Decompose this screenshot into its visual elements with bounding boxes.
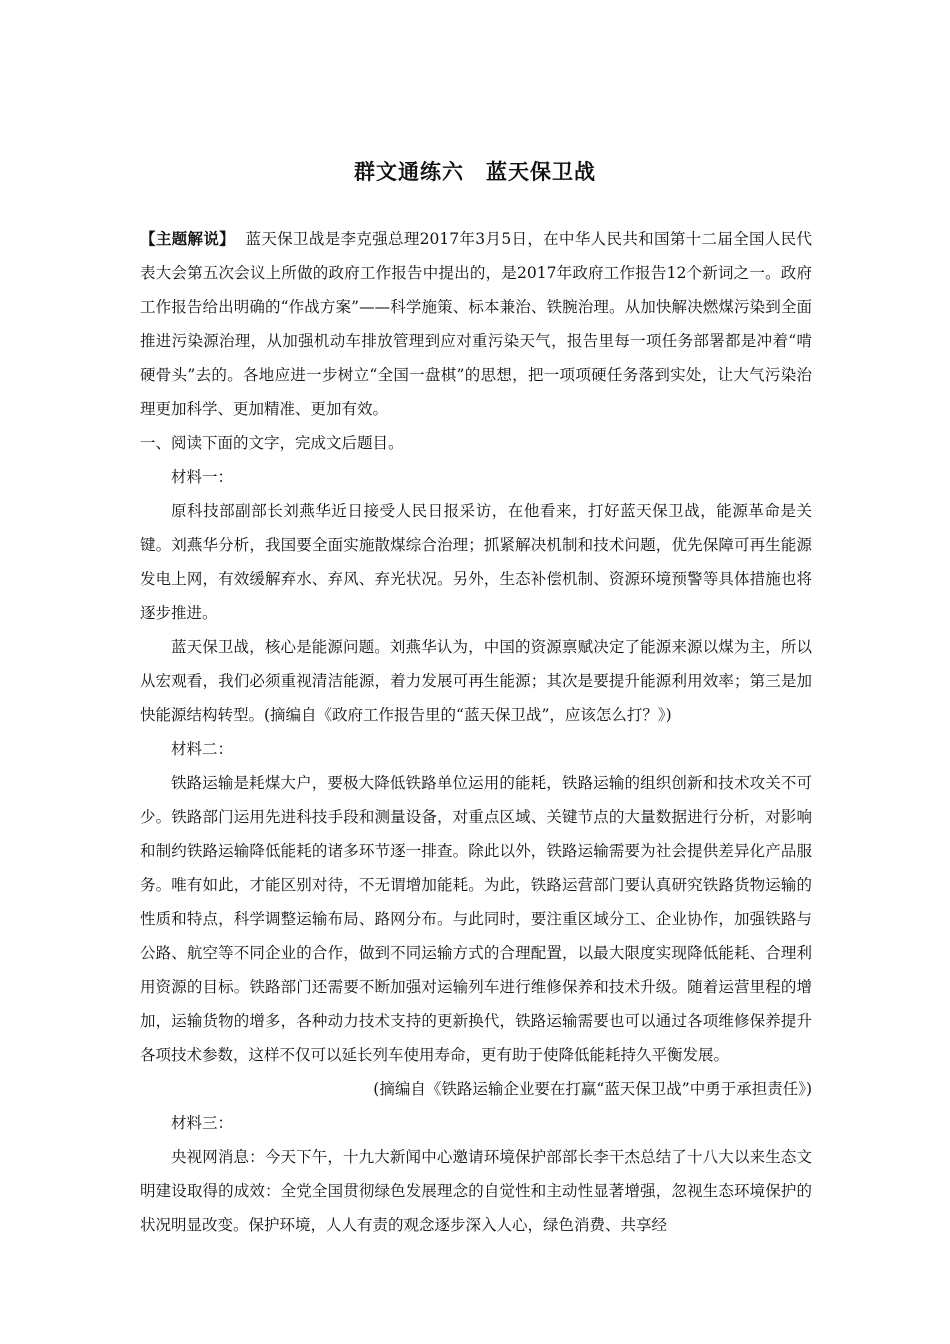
material-3-label: 材料三： xyxy=(171,1114,234,1132)
material-1-label: 材料一： xyxy=(171,468,234,486)
theme-text: 蓝天保卫战是李克强总理2017年3月5日，在中华人民共和国第十二届全国人民代表大会第五次会议上所做的政府工作报告中提出的，是2017年政府工作报告12个新词之一。政府工作报告给出明确的“作战方案”——科学施策、标本兼治、铁腕治理。从加快解决燃煤污染到全面推进污染源治理，从加强机动车排放管理到应对重污染天气，报告里每一项任务部署都是冲着“啃硬骨头”去的。各地应进一步树立“全国一盘棋”的思想，把一项项硬任务落到实处，让大气污染治理更加科学、更加精准、更加有效。 xyxy=(140,230,812,418)
document-body xyxy=(140,222,812,1242)
material-3-paragraph-1: 央视网消息：今天下午，十九大新闻中心邀请环境保护部部长李干杰总结了十八大以来生态文明建设取得的成效：全党全国贯彻绿色发展理念的自觉性和主动性显著增强，忽视生态环境保护的状况明显改变。保护环境，人人有责的观念逐步深入人心，绿色消费、共享经 xyxy=(140,1148,812,1234)
page-title: 群文通练六 蓝天保卫战 xyxy=(354,159,596,184)
theme-paragraph xyxy=(140,222,812,426)
material-2-paragraph-1: 铁路运输是耗煤大户，要极大降低铁路单位运用的能耗，铁路运输的组织创新和技术攻关不可少。铁路部门运用先进科技手段和测量设备，对重点区域、关键节点的大量数据进行分析，对影响和制约铁路运输降低能耗的诸多环节逐一排查。除此以外，铁路运输需要为社会提供差异化产品服务。唯有如此，才能区别对待，不无谓增加能耗。为此，铁路运营部门要认真研究铁路货物运输的性质和特点，科学调整运输布局、路网分布。与此同时，要注重区域分工、企业协作，加强铁路与公路、航空等不同企业的合作，做到不同运输方式的合理配置，以最大限度实现降低能耗、合理利用资源的目标。铁路部门还需要不断加强对运输列车进行维修保养和技术升级。随着运营里程的增加，运输货物的增多，各种动力技术支持的更新换代，铁路运输需要也可以通过各项维修保养提升各项技术参数，这样不仅可以延长列车使用寿命，更有助于使降低能耗持久平衡发展。 xyxy=(140,774,812,1064)
material-1-paragraph-2: 蓝天保卫战，核心是能源问题。刘燕华认为，中国的资源禀赋决定了能源来源以煤为主，所以从宏观看，我们必须重视清洁能源，着力发展可再生能源；其次是要提升能源利用效率；第三是加快能源结构转型。(摘编自《政府工作报告里的“蓝天保卫战”，应该怎么打？》) xyxy=(140,638,812,724)
theme-label: 【主题解说】 xyxy=(140,229,235,248)
material-1-paragraph-1: 原科技部副部长刘燕华近日接受人民日报采访，在他看来，打好蓝天保卫战，能源革命是关键。刘燕华分析，我国要全面实施散煤综合治理；抓紧解决机制和技术问题，优先保障可再生能源发电上网，有效缓解弃水、弃风、弃光状况。另外，生态补偿机制、资源环境预警等具体措施也将逐步推进。 xyxy=(140,502,812,622)
material-2-label: 材料二： xyxy=(171,740,234,758)
material-2-source: (摘编自《铁路运输企业要在打赢“蓝天保卫战”中勇于承担责任》) xyxy=(373,1080,812,1098)
section-heading: 一、阅读下面的文字，完成文后题目。 xyxy=(140,434,404,452)
